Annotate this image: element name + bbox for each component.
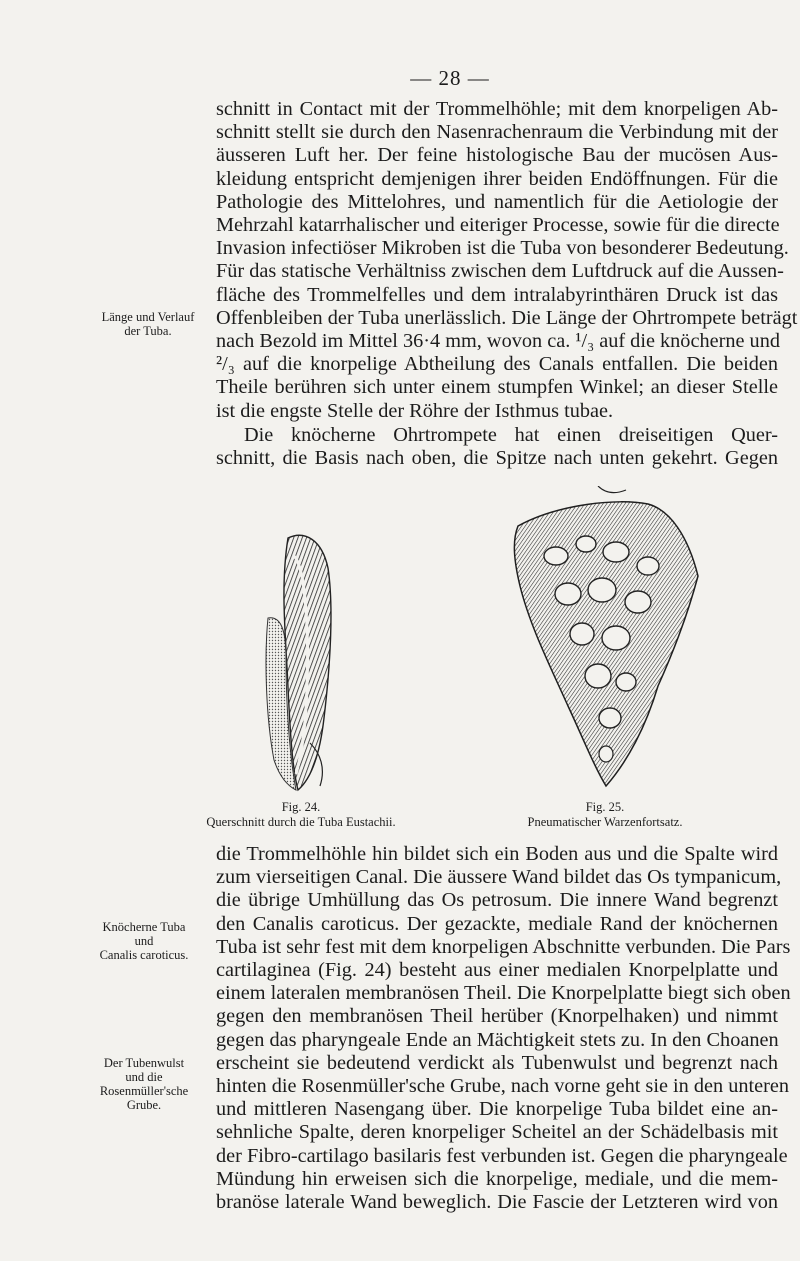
figure-24-caption — [196, 800, 406, 830]
paragraph-trommelhoehle — [216, 843, 791, 1214]
text-line: ist die engste Stelle der Röhre der Isthmus tubae. — [216, 399, 614, 422]
margin-note-knoecherne-tuba — [80, 920, 208, 962]
text-line: kleidung entspricht demjenigen ihrer beiden Endöffnungen. Für die — [216, 167, 778, 190]
text-line: fläche des Trommelfelles und dem intralabyrinthären Druck ist das — [216, 283, 778, 306]
text-line: branöse laterale Wand beweglich. Die Fascie der Letzteren wird von — [216, 1191, 778, 1214]
text-line: Theile berühren sich unter einem stumpfen Winkel; an dieser Stelle — [216, 376, 778, 399]
text-line: ²/₃ auf die knorpelige Abtheilung des Canals entfallen. Die beiden — [216, 353, 778, 376]
text-line: erscheint sie bedeutend verdickt als Tubenwulst und begrenzt nach — [216, 1051, 778, 1074]
margin-note-line: Der Tubenwulst — [103, 1056, 185, 1070]
text-line: schnitt in Contact mit der Trommelhöhle; mit dem knorpeligen Ab- — [216, 98, 778, 120]
margin-note-line: Grube. — [126, 1098, 162, 1112]
figure-25-caption — [486, 800, 724, 830]
text-line: hinten die Rosenmüller'sche Grube, nach vorne geht sie in den unteren — [216, 1075, 790, 1098]
text-line: Tuba ist sehr fest mit dem knorpeligen Abschnitte verbunden. Die Pars — [216, 935, 791, 958]
text-line: die Trommelhöhle hin bildet sich ein Boden aus und die Spalte wird — [216, 843, 778, 865]
text-line: Pathologie des Mittelohres, und namentlich für die Aetiologie der — [216, 190, 778, 213]
figure-caption-text: Pneumatischer Warzenfortsatz. — [527, 815, 683, 829]
margin-note-line: Canalis caroticus. — [99, 948, 189, 962]
text-line: die übrige Umhüllung das Os petrosum. Die innere Wand begrenzt — [216, 889, 778, 912]
figure-label: Fig. 25. — [585, 800, 625, 814]
text-line: gegen das pharyngeale Ende an Mächtigkeit stets zu. In den Choanen — [216, 1028, 779, 1051]
margin-note-line: und die — [125, 1070, 163, 1084]
figure-24-tuba-cross-section — [250, 528, 350, 794]
text-line: zum vierseitigen Canal. Die äussere Wand bildet das Os tympanicum, — [216, 866, 782, 889]
text-line: den Canalis caroticus. Der gezackte, mediale Rand der knöchernen — [216, 912, 778, 935]
text-line: Offenbleiben der Tuba unerlässlich. Die Länge der Ohrtrompete beträgt — [216, 306, 798, 329]
page-number: — 28 — — [410, 66, 490, 90]
paragraph-tuba-intro — [216, 98, 798, 423]
figure-label: Fig. 24. — [281, 800, 321, 814]
figure-25-warzenfortsatz — [498, 486, 708, 794]
paragraph-knoecherne-ohrtrompete — [216, 424, 778, 470]
margin-note-line: der Tuba. — [124, 324, 172, 338]
text-line: und mittleren Nasengang über. Die knorpelige Tuba bildet eine an- — [216, 1098, 778, 1121]
text-line: schnitt stellt sie durch den Nasenrachenraum die Verbindung mit der — [216, 121, 778, 144]
margin-note-line: Knöcherne Tuba — [102, 920, 186, 934]
text-line: sehnliche Spalte, deren knorpeliger Scheitel an der Schädelbasis mit — [216, 1121, 778, 1144]
margin-note-laenge — [84, 310, 212, 338]
mastoid-process-illustration — [498, 486, 708, 794]
text-line: schnitt, die Basis nach oben, die Spitze nach unten gekehrt. Gegen — [216, 447, 778, 470]
text-line: gegen den membranösen Theil herüber (Knorpelhaken) und nimmt — [216, 1005, 778, 1028]
figure-caption-text: Querschnitt durch die Tuba Eustachii. — [206, 815, 396, 829]
tuba-cross-section-illustration — [250, 528, 350, 794]
text-line: nach Bezold im Mittel 36·4 mm, wovon ca. ¹/₃ auf die knöcherne und — [216, 330, 780, 353]
text-line: äusseren Luft her. Der feine histologische Bau der mucösen Aus- — [216, 144, 778, 167]
text-line: Die knöcherne Ohrtrompete hat einen dreiseitigen Quer- — [244, 424, 778, 446]
text-line: einem lateralen membranösen Theil. Die Knorpelplatte biegt sich oben — [216, 982, 791, 1005]
text-line: cartilaginea (Fig. 24) besteht aus einer medialen Knorpelplatte und — [216, 959, 778, 982]
text-line: Mehrzahl katarrhalischer und eiteriger Processe, sowie für die directe — [216, 214, 780, 237]
text-line: der Fibro-cartilago basilaris fest verbunden ist. Gegen die pharyngeale — [216, 1144, 788, 1167]
margin-note-line: Rosenmüller'sche — [99, 1084, 189, 1098]
margin-note-tubenwulst — [80, 1056, 208, 1112]
text-line: Invasion infectiöser Mikroben ist die Tuba von besonderer Bedeutung. — [216, 237, 789, 260]
margin-note-line: und — [134, 934, 154, 948]
text-line: Für das statische Verhältniss zwischen dem Luftdruck auf die Aussen- — [216, 260, 784, 283]
margin-note-line: Länge und Verlauf — [101, 310, 195, 324]
text-line: Mündung hin erweisen sich die knorpelige, mediale, und die mem- — [216, 1167, 778, 1190]
